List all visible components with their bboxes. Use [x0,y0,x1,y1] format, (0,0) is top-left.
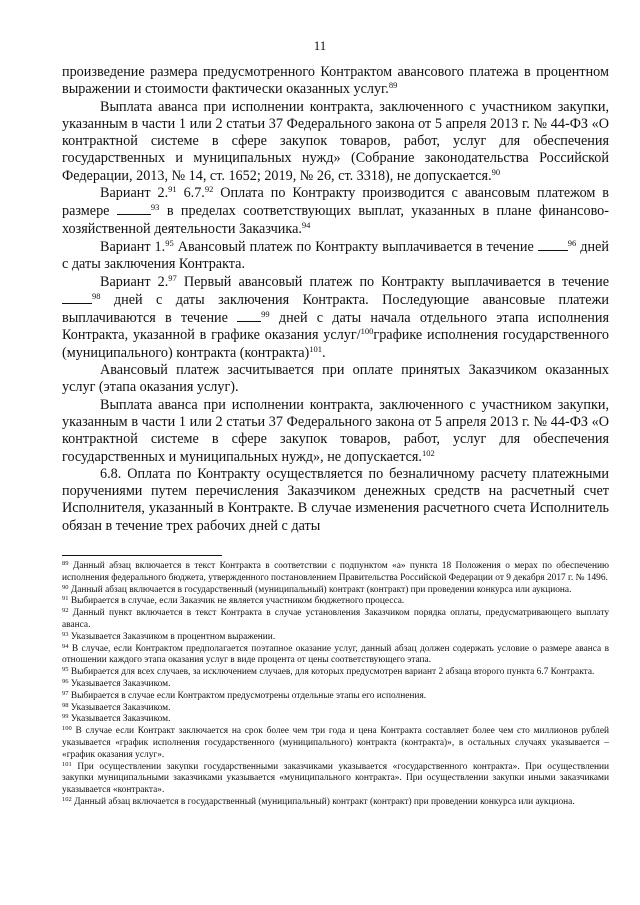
paragraph-text: Авансовый платеж засчитывается при оплате принятых Заказчиком оказанных услуг (этапа оказания услуг). [62,362,609,396]
footnote-ref: 96 [567,237,577,248]
footnote-ref: 101 [309,343,322,354]
paragraph [62,64,609,99]
paragraph [62,238,609,274]
footnote-text: Указывается Заказчиком. [70,702,171,713]
footnote-ref: 100 [360,326,374,337]
footnotes [62,561,609,809]
fill-in-blank [237,309,261,322]
fill-in-blank [62,291,92,304]
footnote [62,679,609,691]
footnote-text: В случае, если Контрактом предполагается поэтапное оказание услуг, данный абзац должен содержать условие о размере аванса в отношении каждого этапа оказания услуг в виде процента от цены соответствующего этапа. [62,643,610,666]
footnote-ref: 99 [261,309,270,320]
footnote-number: 101 [62,760,72,768]
variant-label: Вариант 1. [100,238,166,255]
paragraph-text: Выплата аванса при исполнении контракта, заключенного с участником закупки, указанным в части 1 или 2 статьи 37 Федерального закона от 5 апреля 2013 г. № 44-ФЗ «О контрактной системе в сфере закупок товаров, работ, услуг для обеспечения государственных и муниципальных нужд» (Собрание законодательства Российской Федерации, 2013, № 14, ст. 1652; 2019, № 26, ст. 3318), не допускается. [62,98,609,184]
footnote-ref: 91 [168,184,177,195]
footnote-text: Данный пункт включается в текст Контракта в случае установления Заказчиком порядка оплаты, предусматривающего выплату аванса. [62,608,610,630]
fill-in-blank [538,238,568,251]
footnote-number: 91 [62,595,69,603]
footnote [62,703,609,715]
footnote-ref: 102 [421,447,435,458]
paragraph-text: в пределах соответствующих выплат, указанных в плане финансово-хозяйственной деятельности Заказчика. [62,203,609,237]
footnote-text: При осуществлении закупки государственными заказчиками указывается «государственного контракта». При осуществлении закупки муниципальными заказчиками указывается «муниципального контракта». При осуществлении закупки иными заказчиками указывается «контракта». [62,761,609,796]
paragraph-text: графике исполнения государственного (муниципального) контракта (контракта) [62,327,609,361]
footnote-number: 100 [62,725,72,733]
footnote [62,762,609,797]
paragraph-text: Первый авансовый платеж по Контракту выплачивается в течение [176,273,609,290]
footnote-ref: 98 [92,290,101,301]
paragraph [62,466,609,535]
footnote-ref: 94 [301,219,311,230]
footnote-number: 89 [62,560,69,567]
footnote-ref: 95 [165,237,174,248]
variant-label: Вариант 2. [100,185,169,202]
footnote-number: 98 [62,701,69,709]
footnote-number: 90 [62,583,69,591]
footnote [62,561,609,585]
paragraph [62,274,609,362]
footnote [62,726,609,761]
footnote [62,608,609,632]
fill-in-blank [117,202,151,215]
paragraph-text: Оплата по Контракту производится с авансовым платежом в размере [62,185,610,220]
paragraph-text: 6.8. Оплата по Контракту осуществляется по безналичному расчету платежными поручениями путем перечисления Заказчиком денежных средств на расчетный счет Исполнителя, указанный в Контракте. В случае изменения расчетного счета Исполнитель обязан в течение трех рабочих дней с даты [62,465,609,534]
page-number: 11 [313,38,327,53]
footnote-text: Выбирается в случае, если Заказчик не является участником бюджетного процесса. [70,596,405,607]
footnote [62,667,609,679]
footnote-ref: 97 [168,272,177,283]
paragraph-text: дней с даты заключения Контракта. Последующие авансовые платежи выплачиваются в течение [62,291,609,327]
paragraph-text: Авансовый платеж по Контракту выплачивается в течение [173,238,538,255]
footnote [62,714,609,726]
footnote-number: 93 [62,630,69,638]
footnote [62,596,609,608]
footnote [62,632,609,644]
footnote [62,797,609,809]
footnote-text: Выбирается для всех случаев, за исключением случаев, для которых предусмотрен вариант 2 абзаца второго пункта 6.7 Контракта. [70,667,595,678]
paragraph [62,397,609,466]
paragraph [62,185,609,238]
clause-number: 6.7. [176,185,205,202]
footnote-text: Данный абзац включается в текст Контракта в соответствии с подпунктом «а» пункта 18 Положения о мерах по обеспечению исполнения федерального бюджета, утвержденного постановлением Правительства Российской Федерации от 9 декабря 2017 г. № 1496. [62,561,610,583]
footnote [62,691,609,703]
footnote-number: 95 [62,666,69,674]
footnote-number: 99 [62,713,69,721]
document-body [62,64,609,535]
paragraph [62,99,609,185]
footnote-separator [62,555,222,556]
paragraph-text: произведение размера предусмотренного Контрактом авансового платежа в процентном выражении и стоимости фактически оказанных услуг. [62,64,609,98]
footnote-number: 102 [62,795,72,803]
paragraph-text: . [322,344,326,361]
variant-label: Вариант 2. [100,273,169,290]
paragraph-text: дней с даты заключения Контракта. [62,238,609,273]
footnote-text: Указывается Заказчиком в процентном выражении. [70,631,276,642]
footnote-text: Данный абзац включается в государственный (муниципальный) контракт (контракт) при проведении конкурса или аукциона. [74,796,575,807]
paragraph-text: дней с даты начала отдельного этапа исполнения Контракта, указанной в графике оказания услуг/ [62,310,609,344]
footnote-number: 97 [62,689,69,697]
footnote-text: Выбирается в случае если Контрактом предусмотрены отдельные этапы его исполнения. [70,690,427,701]
footnote-ref: 92 [204,184,214,195]
footnote-number: 92 [62,607,69,615]
footnote-number: 96 [62,677,69,685]
footnote [62,644,609,668]
footnote-text: В случае если Контракт заключается на срок более чем три года и цена Контракта составляет более чем сто миллионов рублей указывается «график исполнения государственного (муниципального) контракта (контракта)», в остальных случаях указывается – «график оказания услуг». [62,726,610,760]
footnote-ref: 89 [388,80,398,91]
footnote [62,585,609,597]
footnote-ref: 90 [491,166,501,177]
paragraph [62,362,609,397]
footnote-text: Данный абзац включается в государственный (муниципальный) контракт (контракт) при проведении конкурса или аукциона. [70,584,572,595]
footnote-text: Указывается Заказчиком. [70,678,171,689]
paragraph-text: Выплата аванса при исполнении контракта, заключенного с участником закупки, указанным в части 1 или 2 статьи 37 Федерального закона от 5 апреля 2013 г. № 44-ФЗ «О контрактной системе в сфере закупок товаров, работ, услуг для обеспечения государственных и муниципальных нужд», не допускается. [62,396,609,465]
footnote-number: 94 [62,642,69,650]
footnote-ref: 93 [150,202,160,213]
footnote-text: Указывается Заказчиком. [70,714,171,725]
